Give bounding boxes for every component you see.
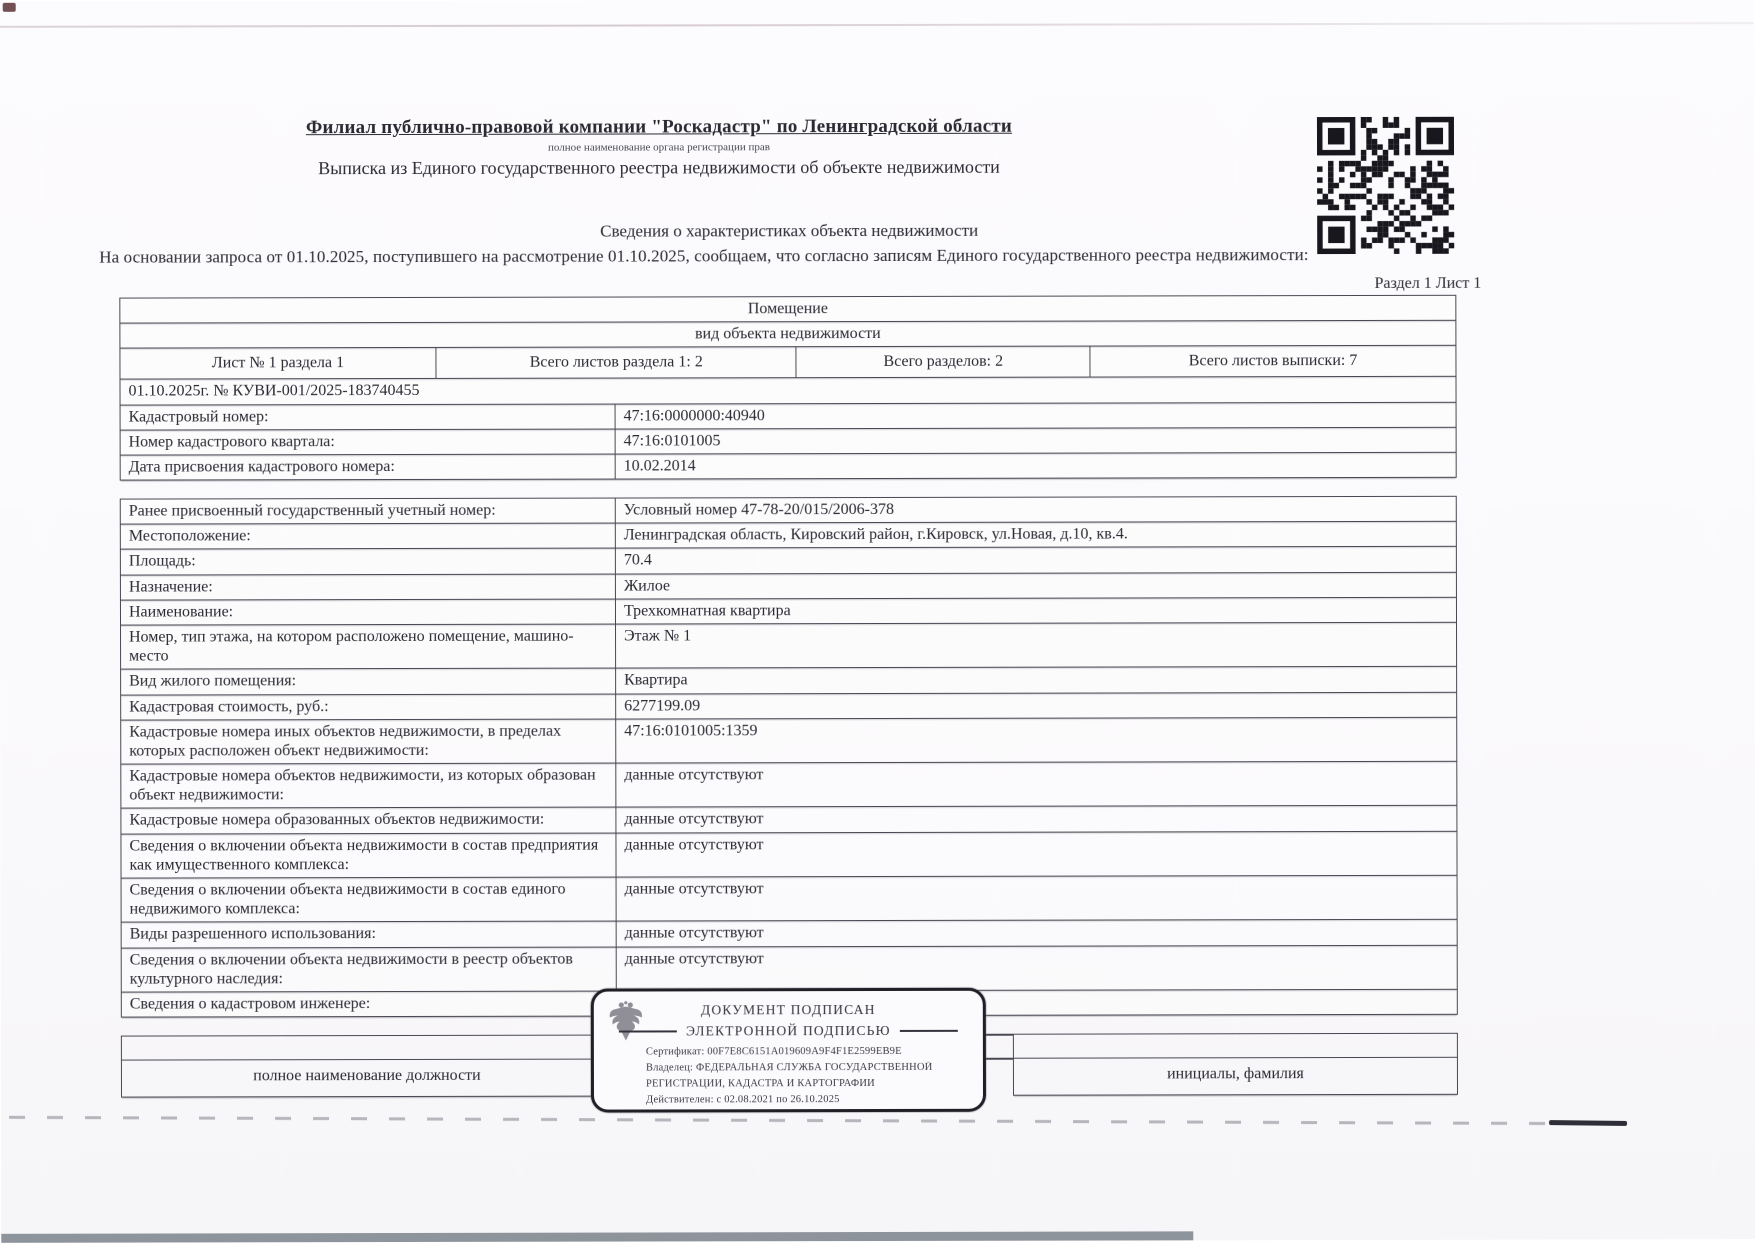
sheet-info-cell: Всего листов выписки: 7 (1090, 346, 1456, 377)
table-row (121, 876, 1458, 923)
request-line: На основании запроса от 01.10.2025, поступившего на рассмотрение 01.10.2025, сообщаем, что согласно записям Единого государственного реестра недвижимости: (99, 245, 1309, 267)
row-value: данные отсутствуют (615, 876, 1456, 921)
object-kv-rows (120, 402, 1457, 480)
object-table (119, 295, 1456, 481)
box-connector-line (986, 1034, 1013, 1036)
stamp-line-2: ЭЛЕКТРОННОЙ ПОДПИСЬЮ (685, 1022, 891, 1039)
table-row (120, 717, 1457, 764)
object-type-caption-row (119, 321, 1456, 349)
row-label: Сведения о включении объекта недвижимости в состав предприятия как имущественного комплекса: (129, 836, 599, 874)
row-value: 47:16:0000000:40940 (614, 402, 1455, 428)
org-caption: полное наименование органа регистрации прав (548, 141, 770, 154)
initials-surname-box (1013, 1033, 1458, 1096)
stamp-owner-line2: РЕГИСТРАЦИИ, КАДАСТРА И КАРТОГРАФИИ (645, 1078, 875, 1090)
stamp-dash (619, 1030, 677, 1032)
scan-artifact-mark (3, 3, 16, 12)
stamp-owner-line1: Владелец: ФЕДЕРАЛЬНАЯ СЛУЖБА ГОСУДАРСТВЕННОЙ (645, 1061, 933, 1074)
row-label: Сведения о кадастровом инженере: (129, 995, 371, 1013)
row-value: Жилое (615, 572, 1456, 598)
row-value: Условный номер 47-78-20/015/2006-378 (615, 497, 1456, 523)
details-table (120, 496, 1458, 1018)
row-label: Сведения о включении объекта недвижимости в состав единого недвижимого комплекса: (129, 880, 566, 918)
table-row (120, 402, 1457, 430)
stamp-validity: Действителен: с 02.08.2021 по 26.10.2025 (645, 1094, 840, 1106)
row-label: Площадь: (128, 552, 196, 570)
row-label: Кадастровый номер: (128, 407, 269, 426)
row-label: Местоположение: (128, 527, 251, 545)
table-row (120, 572, 1457, 600)
row-value: данные отсутствуют (615, 806, 1456, 832)
object-type-caption: вид объекта недвижимости (695, 325, 881, 343)
row-value: данные отсутствуют (616, 945, 1457, 990)
row-label: Номер кадастрового квартала: (128, 432, 335, 451)
row-label: Дата присвоения кадастрового номера: (128, 457, 395, 476)
box-connector-line (986, 1058, 1013, 1060)
table-row (120, 453, 1457, 481)
stamp-certificate: Сертификат: 00F7E8C6151A019609A9F4F1E2599EB9E (645, 1045, 902, 1058)
row-label: Кадастровая стоимость, руб.: (129, 697, 329, 716)
section-sheet-label: Раздел 1 Лист 1 (1374, 274, 1482, 292)
sheet-info-cell: Лист № 1 раздела 1 (211, 354, 345, 372)
org-name: Филиал публично-правовой компании "Роскадастр" по Ленинградской области (305, 115, 1013, 139)
table-row (120, 806, 1457, 834)
row-label: Номер, тип этажа, на котором расположено помещение, машино-место (129, 627, 574, 665)
document-title: Выписка из Единого государственного реестра недвижимости об объекте недвижимости (318, 156, 1000, 179)
qr-code-icon (1317, 117, 1454, 254)
table-row (120, 496, 1457, 525)
row-label: Вид жилого помещения: (129, 672, 297, 690)
row-value: Квартира (615, 667, 1456, 693)
doc-number-row (119, 377, 1456, 405)
row-label: Виды разрешенного использования: (129, 925, 376, 943)
table-row (120, 692, 1457, 720)
scan-edge-band (1, 1231, 1193, 1242)
table-row (120, 547, 1457, 575)
initials-surname-caption: инициалы, фамилия (1166, 1065, 1304, 1083)
row-label: Сведения о включении объекта недвижимости в реестр объектов культурного наследия: (129, 950, 573, 988)
row-value: Трехкомнатная квартира (615, 598, 1456, 624)
row-label: Кадастровые номера иных объектов недвижимости, в пределах которых расположен объект недвижимости: (129, 722, 562, 760)
row-value: 6277199.09 (615, 692, 1456, 718)
table-row (120, 667, 1457, 695)
signature-blank-line (122, 1036, 612, 1061)
row-value: Ленинградская область, Кировский район, г.Кировск, ул.Новая, д.10, кв.4. (615, 522, 1456, 548)
row-value: 47:16:0101005 (615, 428, 1456, 454)
row-label: Ранее присвоенный государственный учетный номер: (128, 501, 496, 520)
object-type-row (119, 295, 1456, 324)
row-label: Кадастровые номера объектов недвижимости, из которых образован объект недвижимости: (129, 766, 596, 804)
table-row (120, 598, 1457, 626)
table-row (120, 623, 1457, 670)
stamp-line-1: ДОКУМЕНТ ПОДПИСАН (700, 1002, 876, 1018)
stamp-line-2-wrap (594, 1023, 983, 1040)
row-value: 47:16:0101005:1359 (615, 717, 1456, 762)
scan-artifact-squiggle (9, 1116, 1639, 1126)
sheet-info-cell: Всего разделов: 2 (796, 347, 1090, 378)
row-value: Этаж № 1 (615, 623, 1456, 668)
table-row (120, 831, 1457, 878)
row-value: данные отсутствуют (615, 831, 1456, 876)
row-value: 70.4 (615, 547, 1456, 573)
doc-number: 01.10.2025г. № КУВИ-001/2025-183740455 (128, 382, 420, 400)
position-title-box (121, 1035, 613, 1098)
sheet-info-cell: Всего листов раздела 1: 2 (435, 348, 795, 379)
scan-artifact-line (0, 22, 1754, 28)
table-row (120, 762, 1457, 809)
row-value: данные отсутствуют (616, 920, 1457, 946)
sheet-info-row (119, 346, 1456, 380)
table-row (120, 522, 1457, 550)
electronic-signature-stamp (591, 988, 986, 1113)
signature-blank-line (1014, 1034, 1457, 1059)
table-row (121, 945, 1458, 992)
row-label: Назначение: (128, 577, 213, 596)
section-title: Сведения о характеристиках объекта недвижимости (600, 220, 979, 241)
row-label: Кадастровые номера образованных объектов недвижимости: (129, 811, 545, 830)
object-type-value: Помещение (747, 300, 828, 318)
stamp-dash (900, 1030, 958, 1032)
table-row (120, 428, 1457, 456)
table-row (121, 920, 1458, 948)
scan-artifact-blob (1549, 1120, 1627, 1126)
row-value: данные отсутствуют (615, 762, 1456, 807)
row-value: 10.02.2014 (615, 453, 1456, 479)
row-label: Наименование: (128, 603, 234, 621)
position-title-caption: полное наименование должности (253, 1066, 481, 1085)
